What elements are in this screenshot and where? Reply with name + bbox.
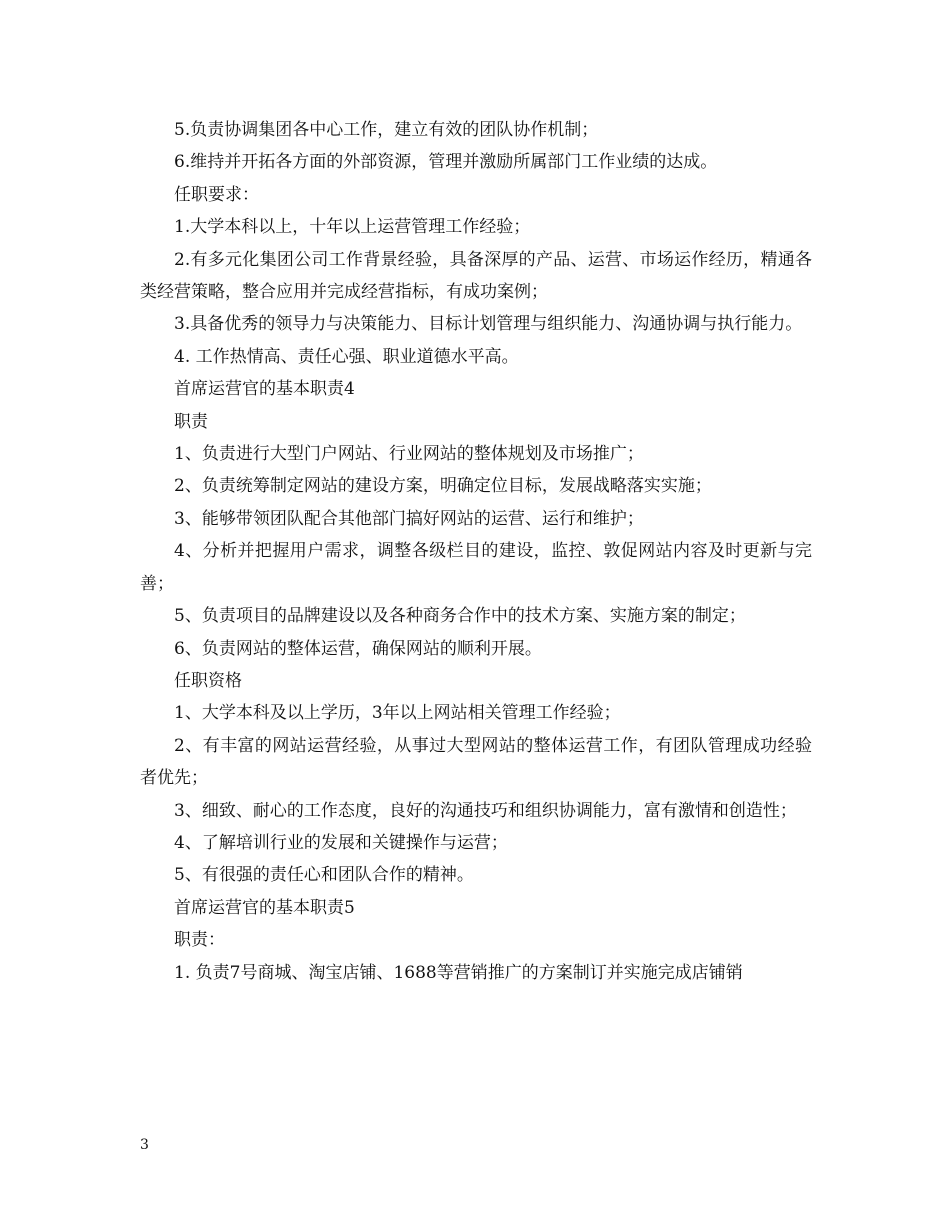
paragraph: 2、有丰富的网站运营经验，从事过大型网站的整体运营工作，有团队管理成功经验者优先； [140,735,812,789]
paragraph: 4、了解培训行业的发展和关键操作与运营； [174,832,508,853]
section-label: 任职资格 [174,670,242,691]
section-label: 职责 [174,411,208,432]
paragraph: 6、负责网站的整体运营，确保网站的顺利开展。 [174,638,542,659]
section-label: 任职要求： [174,184,259,205]
paragraph: 3.具备优秀的领导力与决策能力、目标计划管理与组织能力、沟通协调与执行能力。 [174,314,803,335]
section-heading: 首席运营官的基本职责5 [174,897,355,918]
paragraph: 3、细致、耐心的工作态度，良好的沟通技巧和组织协调能力，富有激情和创造性； [174,800,797,821]
document-body [140,114,812,989]
paragraph: 2、负责统筹制定网站的建设方案，明确定位目标，发展战略落实实施； [174,476,712,497]
paragraph: 2.有多元化集团公司工作背景经验，具备深厚的产品、运营、市场运作经历，精通各类经营策略，整合应用并完成经营指标，有成功案例； [140,249,812,303]
paragraph: 5、负责项目的品牌建设以及各种商务合作中的技术方案、实施方案的制定； [174,606,746,627]
section-heading: 首席运营官的基本职责4 [174,379,355,400]
paragraph: 3、能够带领团队配合其他部门搞好网站的运营、运行和维护； [174,508,644,529]
section-label: 职责： [174,930,225,951]
paragraph: 5、有很强的责任心和团队合作的精神。 [174,865,474,886]
paragraph: 5.负责协调集团各中心工作，建立有效的团队协作机制； [174,120,599,140]
paragraph: 1.大学本科以上，十年以上运营管理工作经验； [174,217,531,238]
paragraph: 4. 工作热情高、责任心强、职业道德水平高。 [174,346,519,367]
paragraph: 1、大学本科及以上学历，3年以上网站相关管理工作经验； [174,703,621,724]
paragraph: 4、分析并把握用户需求，调整各级栏目的建设，监控、敦促网站内容及时更新与完善； [140,541,812,594]
paragraph: 1、负责进行大型门户网站、行业网站的整体规划及市场推广； [174,444,644,465]
paragraph: 6.维持并开拓各方面的外部资源，管理并激励所属部门工作业绩的达成。 [174,152,718,173]
paragraph: 1. 负责7号商城、淘宝店铺、1688等营销推广的方案制订并实施完成店铺销 [174,962,743,983]
page-number: 3 [140,1137,149,1153]
